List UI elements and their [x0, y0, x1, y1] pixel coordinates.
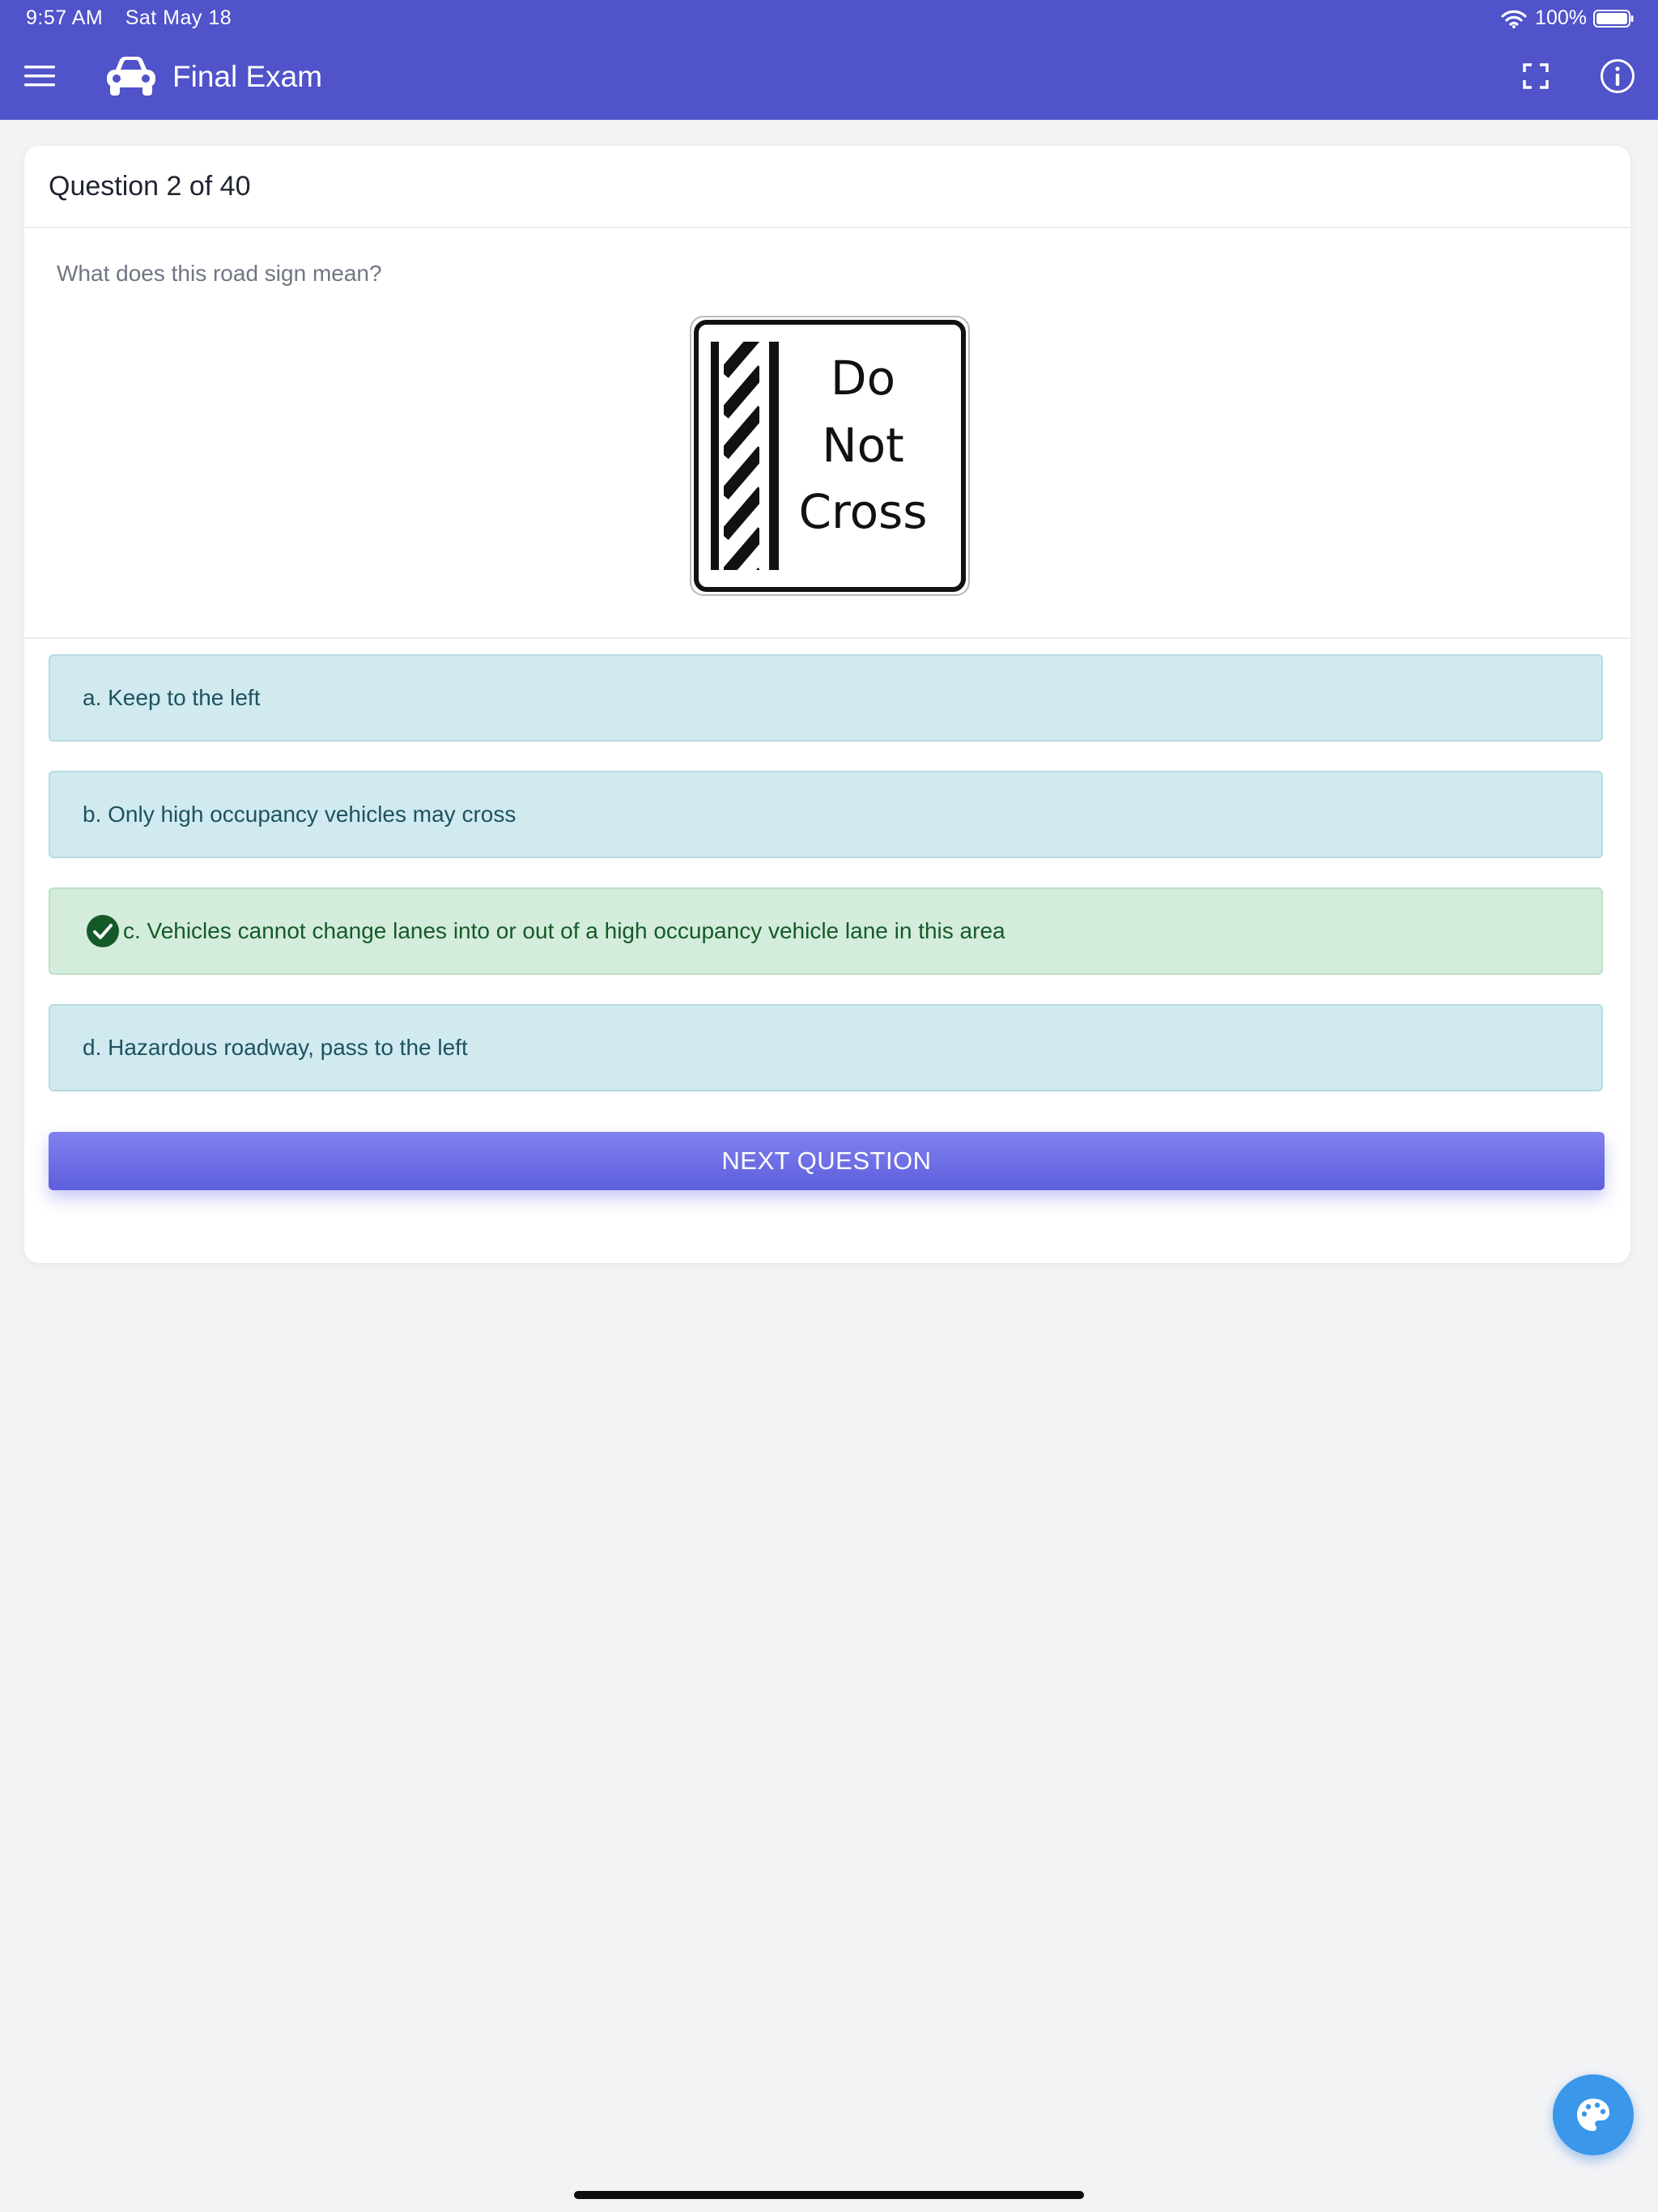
- wifi-icon: [1501, 9, 1527, 28]
- info-icon[interactable]: [1600, 58, 1635, 94]
- sign-text-line2: Not: [822, 418, 904, 473]
- battery-icon: [1593, 9, 1634, 28]
- menu-icon[interactable]: [24, 63, 57, 89]
- status-bar-right: [1501, 6, 1634, 30]
- page-title: Final Exam: [172, 60, 323, 93]
- home-indicator[interactable]: [574, 2191, 1084, 2199]
- fullscreen-icon[interactable]: [1523, 63, 1549, 89]
- question-card: [24, 146, 1630, 1263]
- answer-option-b[interactable]: [49, 771, 1603, 858]
- answer-option-d[interactable]: [49, 1004, 1603, 1091]
- status-date: Sat May 18: [125, 6, 232, 29]
- answer-option-label: d. Hazardous roadway, pass to the left: [83, 1035, 468, 1060]
- status-time: 9:57 AM: [26, 6, 104, 29]
- sign-text-line1: Do: [830, 351, 896, 406]
- battery-percent: 100%: [1535, 6, 1587, 29]
- question-prompt: What does this road sign mean?: [57, 261, 382, 286]
- answer-option-a[interactable]: [49, 654, 1603, 742]
- answer-option-label: c. Vehicles cannot change lanes into or out of a high occupancy vehicle lane in this area: [123, 918, 1005, 943]
- answer-option-c-correct[interactable]: [49, 887, 1603, 975]
- answer-option-label: b. Only high occupancy vehicles may cross: [83, 802, 517, 827]
- section-divider: [24, 637, 1630, 639]
- question-header: Question 2 of 40: [24, 146, 1630, 228]
- app-bar: [0, 0, 1658, 120]
- palette-icon: [1574, 2095, 1613, 2134]
- sign-text-line3: Cross: [798, 484, 928, 539]
- theme-palette-button[interactable]: [1553, 2074, 1634, 2155]
- next-question-button[interactable]: NEXT QUESTION: [49, 1132, 1605, 1190]
- car-icon: [104, 53, 159, 99]
- answer-option-label: a. Keep to the left: [83, 685, 261, 710]
- road-sign-image: [690, 316, 970, 596]
- status-bar-left: [26, 6, 248, 30]
- check-circle-icon: [86, 914, 120, 948]
